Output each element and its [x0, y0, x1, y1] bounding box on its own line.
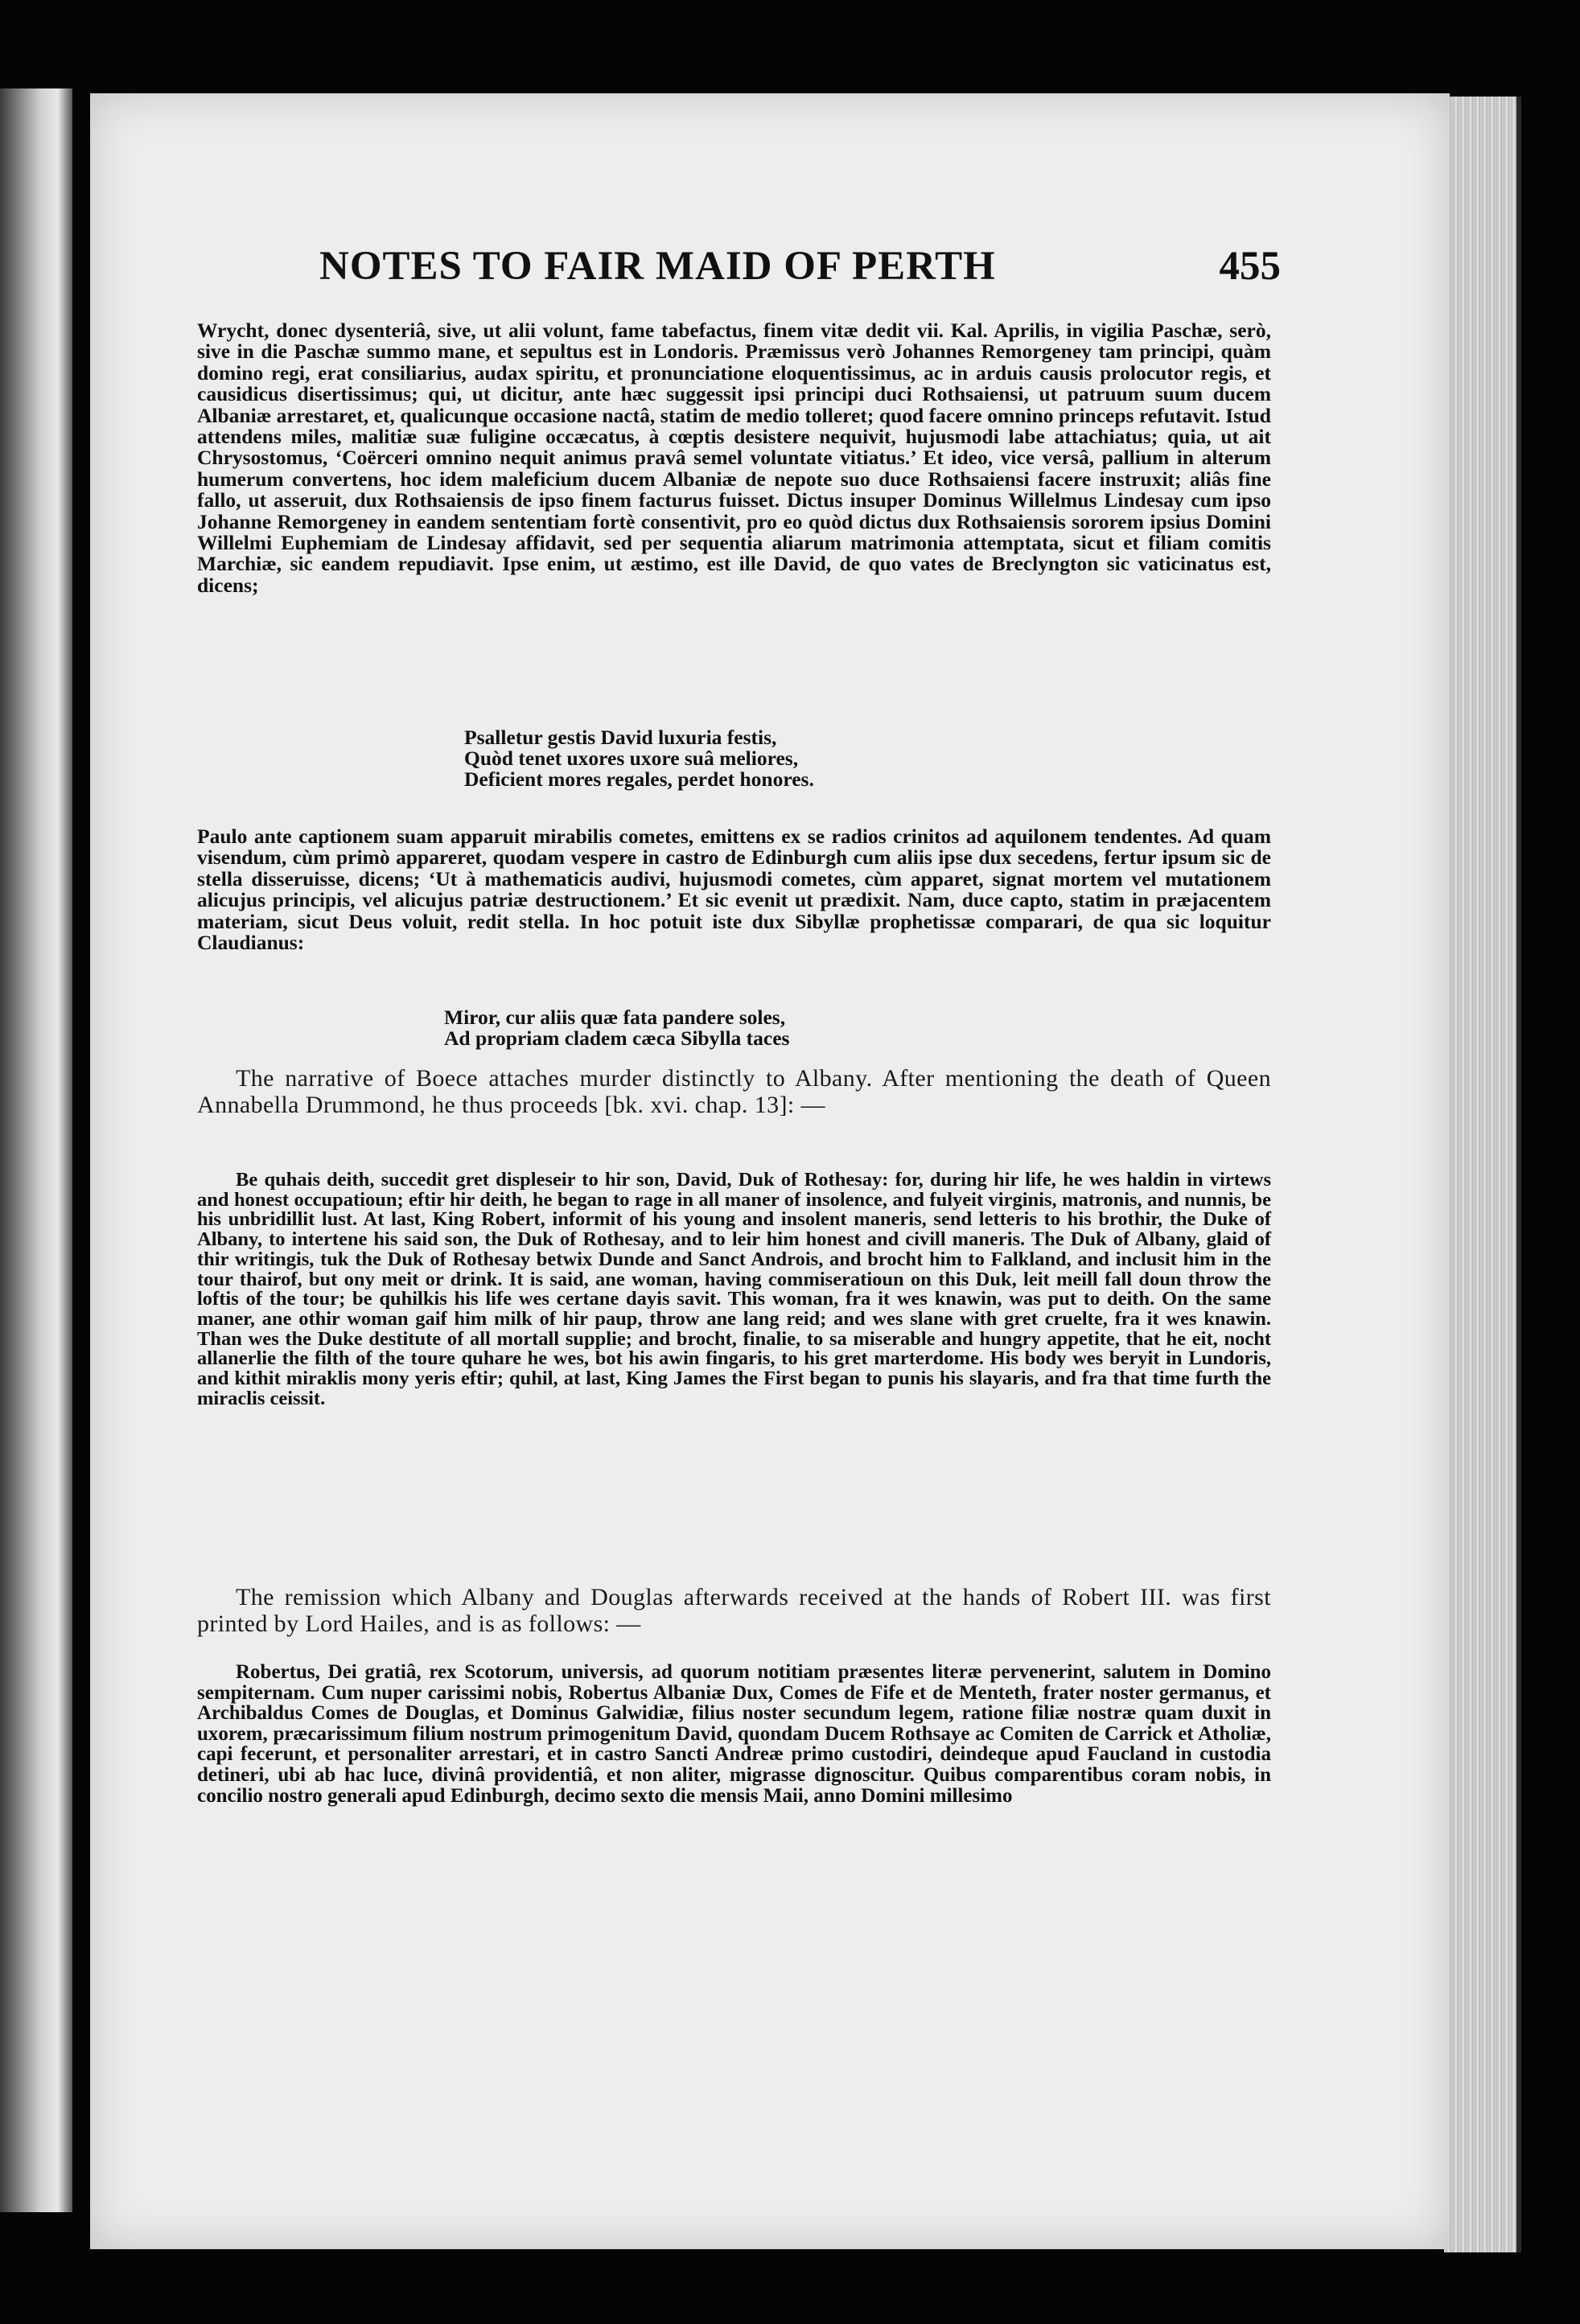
page-header	[319, 243, 1281, 307]
latin-comet-paragraph: Paulo ante captionem suam apparuit mirabilis cometes, emittens ex se radios crinitos ad aquilonem tendentes. Ad quam visendum, cùm primò appareret, quodam vespere in castro de Edinburgh cum aliis ipse dux secedens, fertur ipsum sic de stella disseruisse, dicens; ‘Ut à mathematicis audivi, hujusmodi cometes, cùm apparet, signat mortem vel mutationem alicujus principis, vel alicujus patriæ destructionem.’ Et sic evenit ut prædixit. Nam, duce capto, statim in præjacentem materiam, sicut Deus voluit, redit stella. In hoc potuit iste dux Sibyllæ prophetissæ comparari, de qua sic loquitur Claudianus:	[197, 825, 1271, 955]
commentary-boece: The narrative of Boece attaches murder distinctly to Albany. After mentioning the death of Queen Annabella Drummond, he thus proceeds [bk. xvi. chap. 13]: —	[197, 1065, 1271, 1118]
verse-claudianus	[444, 1007, 789, 1049]
scots-chronicle-paragraph: Be quhais deith, succedit gret displeseir to hir son, David, Duk of Rothesay: for, during hir life, he wes haldin in virtews and honest occupatioun; eftir hir deith, he began to rage in all maner of insolence, and fulyeit virginis, matronis, and nunnis, be his unbridillit lust. At last, King Robert, informit of his young and insolent maneris, send letteris to his brothir, the Duke of Albany, to intertene his said son, the Duk of Rothesay, and to leir him honest and civill maneris. The Duk of Albany, glaid of thir writingis, tuk the Duk of Rothesay betwix Dunde and Sanct Androis, and brocht him to Falkland, and inclusit him in the tour thairof, but ony meit or drink. It is said, ane woman, having commiseratioun on this Duk, leit meill fall doun throw the loftis of the tour; be quhilkis his life wes certane dayis savit. This woman, fra it wes knawin, was put to deith. On the same maner, ane othir woman gaif him milk of hir paup, throw ane lang reid; and wes slane with gret cruelte, fra it wes knawin. Than wes the Duke destitute of all mortall supplie; and brocht, finalie, to sa miserable and hungry appetite, that he eit, nocht allanerlie the filth of the toure quhare he wes, bot his awin fingaris, to his gret marterdome. His body wes beryit in Lundoris, and kithit miraklis mony yeris eftir; quhil, at last, King James the First began to punis his slayaris, and fra that time furth the miraclis ceissit.	[197, 1169, 1271, 1409]
book-page	[90, 93, 1450, 2249]
running-title: NOTES TO FAIR MAID OF PERTH	[319, 244, 996, 289]
verse-line: Miror, cur aliis quæ fata pandere soles,	[444, 1006, 786, 1029]
commentary-remission: The remission which Albany and Douglas afterwards received at the hands of Robert III. was first printed by Lord Hailes, and is as follows: —	[197, 1584, 1271, 1637]
verse-line: Ad propriam cladem cæca Sibylla taces	[444, 1026, 790, 1050]
left-page-edge	[0, 88, 72, 2212]
latin-chronicle-paragraph: Wrycht, donec dysenteriâ, sive, ut alii volunt, fame tabefactus, finem vitæ dedit vii. Kal. Aprilis, in vigilia Paschæ, serò, sive in die Paschæ summo mane, et sepultus est in Londoris. Præmissus verò Johannes Remorgeney tam principi, quàm domino regi, erat consiliarius, audax spiritu, et pronunciatione eloquentissimus, ac in arduis causis prolocutor regis, et causidicus disertissimus; qui, ut dicitur, ante hæc suggessit ipsi principi duci Rothsaiensi, ut patruum suum ducem Albaniæ arrestaret, et, qualicunque occasione nactâ, statim de medio tolleret; quod facere omnino princeps refutavit. Istud attendens miles, malitiæ suæ fuligine occæcatus, à cœptis desistere nequivit, hujusmodi labe attachiatus; quia, ut ait Chrysostomus, ‘Coërceri omnino nequit animus pravâ semel voluntate vitiatus.’ Et ideo, vice versâ, pallium in alterum humerum convertens, hoc idem maleficium ducem Albaniæ de nepote suo duce Rothsaiensi facere instruxit; aliâs fine fallo, ut asseruit, dux Rothsaiensis de ipso finem facturus fuisset. Dictus insuper Dominus Willelmus Lindesay cum ipso Johanne Remorgeney in eandem sententiam fortè consentivit, pro eo quòd dictus dux Rothsaiensis sororem ipsius Domini Willelmi Euphemiam de Lindesay affidavit, sed per sequentia aliarum matrimonia attemptata, sicut et filiam comitis Marchiæ, sic eandem repudiavit. Ipse enim, ut æstimo, est ille David, de quo vates de Breclyngton sic vaticinatus est, dicens;	[197, 319, 1271, 597]
verse-breclyngton	[464, 727, 814, 790]
page-stack-edge	[1444, 97, 1521, 2252]
verse-line: Quòd tenet uxores uxore suâ meliores,	[464, 747, 799, 770]
page-number: 455	[1219, 244, 1281, 289]
latin-charter-paragraph: Robertus, Dei gratiâ, rex Scotorum, universis, ad quorum notitiam præsentes literæ pervenerint, salutem in Domino sempiternam. Cum nuper carissimi nobis, Robertus Albaniæ Dux, Comes de Fife et de Menteth, frater noster germanus, et Archibaldus Comes de Douglas, et Dominus Galwidiæ, filius noster secundum legem, ratione filiæ nostræ quam duxit in uxorem, præcarissimum filium nostrum primogenitum David, quondam Ducem Rothsaye ac Comiten de Carrick et Atholiæ, capi fecerunt, et personaliter arrestari, et in castro Sancti Andreæ primo custodiri, deindeque apud Faucland in custodia detineri, ubi ab hac luce, divinâ providentiâ, et non aliter, migrasse dignoscitur. Quibus comparentibus coram nobis, in concilio nostro generali apud Edinburgh, decimo sexto die mensis Maii, anno Domini millesimo	[197, 1661, 1271, 1807]
verse-line: Deficient mores regales, perdet honores.	[464, 767, 814, 791]
verse-line: Psalletur gestis David luxuria festis,	[464, 726, 777, 749]
